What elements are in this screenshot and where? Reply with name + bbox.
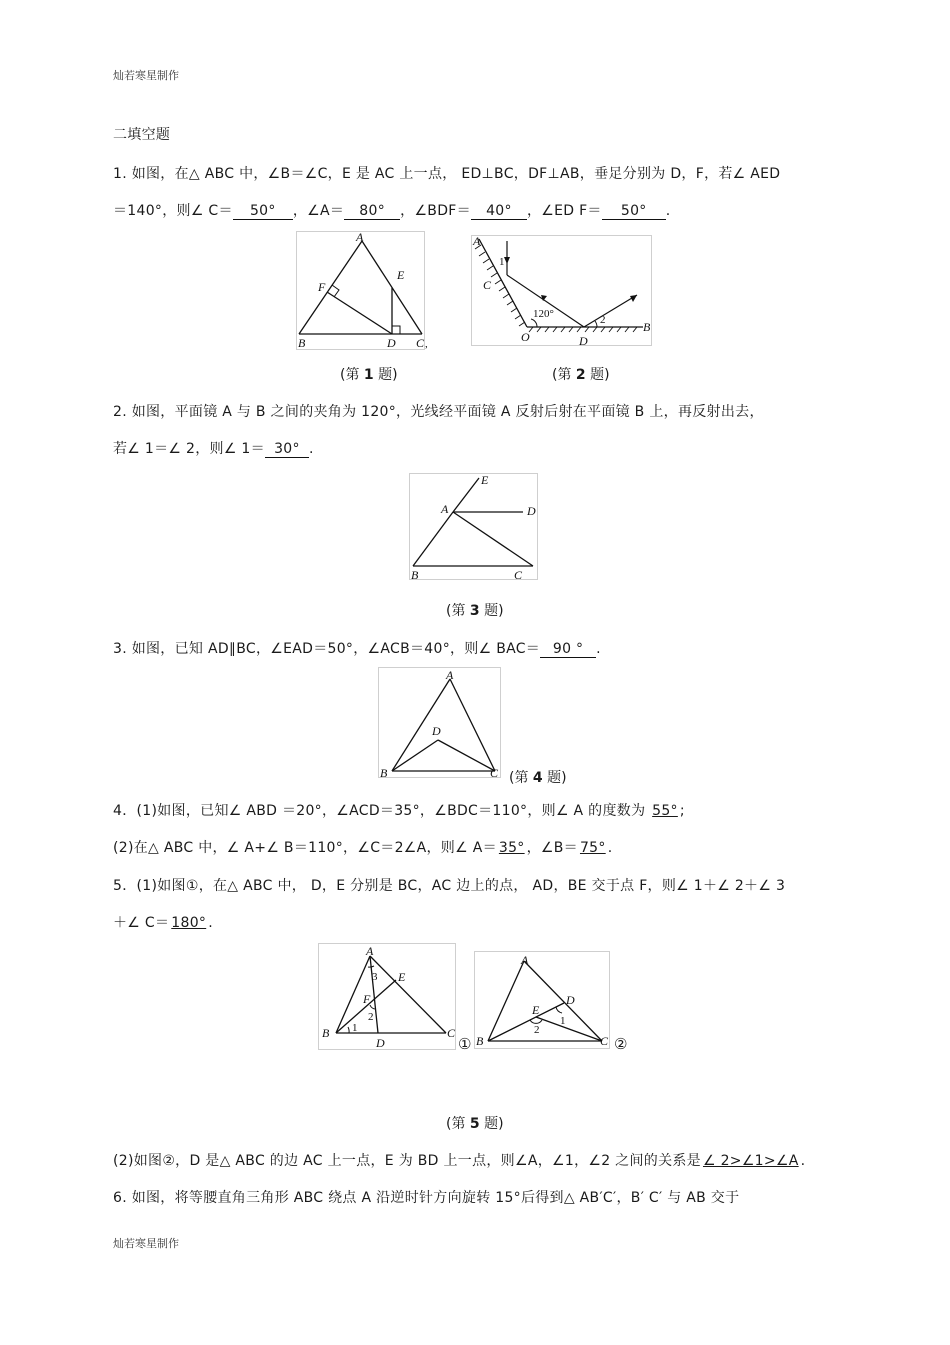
q1-pre-edf: ，∠ED F＝ (526, 203, 602, 219)
fig2-label-120: 120° (533, 308, 554, 320)
q1-answer-a: 80° (344, 203, 400, 220)
q1-answer-bdf: 40° (471, 203, 527, 220)
fig2-caption: (第 2 题) (552, 367, 610, 383)
fig4-label-c: C (490, 766, 499, 779)
fig5b-label-c: C (600, 1034, 609, 1048)
q3-pre: 3. 如图，已知 AD∥BC，∠EAD＝50°，∠ACB＝40°，则∠ BAC＝ (113, 641, 541, 657)
q2-line1: 2. 如图，平面镜 A 与 B 之间的夹角为 120°，光线经平面镜 A 反射后射在平面镜 B 上，再反射出去， (113, 404, 764, 420)
fig5b-label-2: 2 (534, 1024, 540, 1036)
fig5b-label-a: A (521, 953, 529, 967)
fig2-label-d: D (579, 334, 588, 348)
fig1-label-a: A (356, 231, 364, 244)
q1-line2 (113, 200, 670, 220)
q5-line2 (113, 912, 213, 932)
fig5a-label-f: F (363, 992, 371, 1006)
q4-answer-1: 55° (652, 803, 678, 819)
fig1-label-b: B (298, 336, 306, 350)
fig5a-label-a: A (366, 944, 374, 958)
page-footer: 灿若寒星制作 (113, 1237, 179, 1250)
fig3-caption: (第 3 题) (446, 603, 504, 619)
fig2-label-2: 2 (600, 314, 606, 326)
q1-end: . (665, 203, 671, 219)
fig5a-label-b: B (322, 1026, 330, 1040)
q3-line (113, 638, 601, 658)
fig2-label-b: B (643, 320, 651, 334)
fig3-label-b: B (411, 568, 419, 582)
q4-end1: ; (679, 803, 685, 819)
fig3-label-c: C (514, 568, 523, 582)
fig5a-label-c: C (447, 1026, 456, 1040)
q2-end: . (308, 441, 314, 457)
fig5a-label-3: 3 (372, 971, 378, 983)
fig3-label-e: E (481, 473, 489, 487)
q2-answer: 30° (265, 441, 309, 458)
figure-1 (296, 231, 432, 351)
fig5a-label-e: E (398, 970, 406, 984)
fig5a-mark: ① (458, 1035, 472, 1053)
q1-answer-edf: 50° (602, 203, 666, 220)
q1-pre-bdf: ，∠BDF＝ (400, 203, 471, 219)
section-title: 二填空题 (113, 127, 171, 143)
q6-line1: 6. 如图，将等腰直角三角形 ABC 绕点 A 沿逆时针方向旋转 15°后得到△ AB′C′，B′ C′ 与 AB 交于 (113, 1190, 740, 1206)
page-header: 灿若寒星制作 (113, 69, 179, 82)
fig5-caption: (第 5 题) (446, 1116, 504, 1132)
q5-end3: . (800, 1153, 806, 1169)
q4-answer-b: 75° (579, 840, 606, 856)
figure-2 (471, 235, 653, 351)
q4-answer-a: 35° (498, 840, 525, 856)
fig1-label-f: F (318, 280, 326, 294)
figure-5a (318, 943, 458, 1053)
q4-mid2: ，∠B＝ (526, 840, 578, 856)
fig3-label-a: A (441, 502, 449, 516)
fig4-caption: (第 4 题) (509, 770, 567, 786)
q3-end: . (596, 641, 601, 657)
fig1-label-c: C (416, 336, 425, 350)
q5-line1: 5．(1)如图①，在△ ABC 中， D，E 分别是 BC，AC 边上的点， AD，BE 交于点 F，则∠ 1＋∠ 2＋∠ 3 (113, 878, 786, 894)
fig1-label-d: D (387, 336, 396, 350)
fig4-label-a: A (446, 668, 454, 682)
fig5a-label-d: D (376, 1036, 385, 1050)
q1-line1: 1. 如图，在△ ABC 中，∠B＝∠C，E 是 AC 上一点， ED⊥BC，DF⊥AB，垂足分别为 D，F，若∠ AED (113, 166, 781, 182)
svg-text:,: , (425, 338, 428, 350)
fig2-label-a: A (473, 235, 481, 248)
q4-line2 (113, 837, 612, 857)
q1-answer-c: 50° (233, 203, 293, 220)
fig1-caption: (第 1 题) (340, 367, 398, 383)
q1-pre-a: ，∠A＝ (292, 203, 345, 219)
q4-pre1: 4．(1)如图，已知∠ ABD ＝20°，∠ACD＝35°，∠BDC＝110°，则∠ A 的度数为 (113, 803, 651, 819)
fig4-label-d: D (432, 724, 441, 738)
fig4-label-b: B (380, 766, 388, 779)
q5-answer-1: 180° (171, 915, 207, 931)
fig5a-label-1: 1 (352, 1022, 358, 1034)
fig5b-label-1: 1 (560, 1015, 566, 1027)
fig5a-label-2: 2 (368, 1011, 374, 1023)
fig5b-mark: ② (614, 1035, 628, 1053)
fig3-label-d: D (527, 504, 536, 518)
q5-pre3: (2)如图②，D 是△ ABC 的边 AC 上一点，E 为 BD 上一点，则∠A，∠1，∠2 之间的关系是 (113, 1153, 701, 1169)
figure-4 (378, 667, 502, 779)
fig2-label-o: O (521, 330, 530, 344)
figure-3 (409, 473, 541, 585)
fig2-label-c: C (483, 278, 492, 292)
fig2-label-1: 1 (499, 256, 505, 268)
fig5b-label-e: E (532, 1003, 540, 1017)
q5-line3 (113, 1150, 805, 1170)
q5-end2: . (208, 915, 213, 931)
q5-pre2: ＋∠ C＝ (113, 915, 170, 931)
q2-pre: 若∠ 1＝∠ 2，则∠ 1＝ (113, 441, 265, 457)
q4-pre2: (2)在△ ABC 中，∠ A+∠ B＝110°，∠C＝2∠A，则∠ A＝ (113, 840, 497, 856)
fig5b-label-b: B (476, 1034, 484, 1048)
q4-line1 (113, 800, 685, 820)
q3-answer: 90 ° (540, 641, 596, 658)
fig1-label-e: E (397, 268, 405, 282)
figure-5b (474, 951, 612, 1051)
q4-end2: . (607, 840, 613, 856)
q1-pre-c: ＝140°，则∠ C＝ (113, 203, 233, 219)
q5-answer-2: ∠ 2>∠1>∠A (702, 1153, 799, 1169)
fig5b-label-d: D (566, 993, 575, 1007)
q2-line2 (113, 438, 314, 458)
